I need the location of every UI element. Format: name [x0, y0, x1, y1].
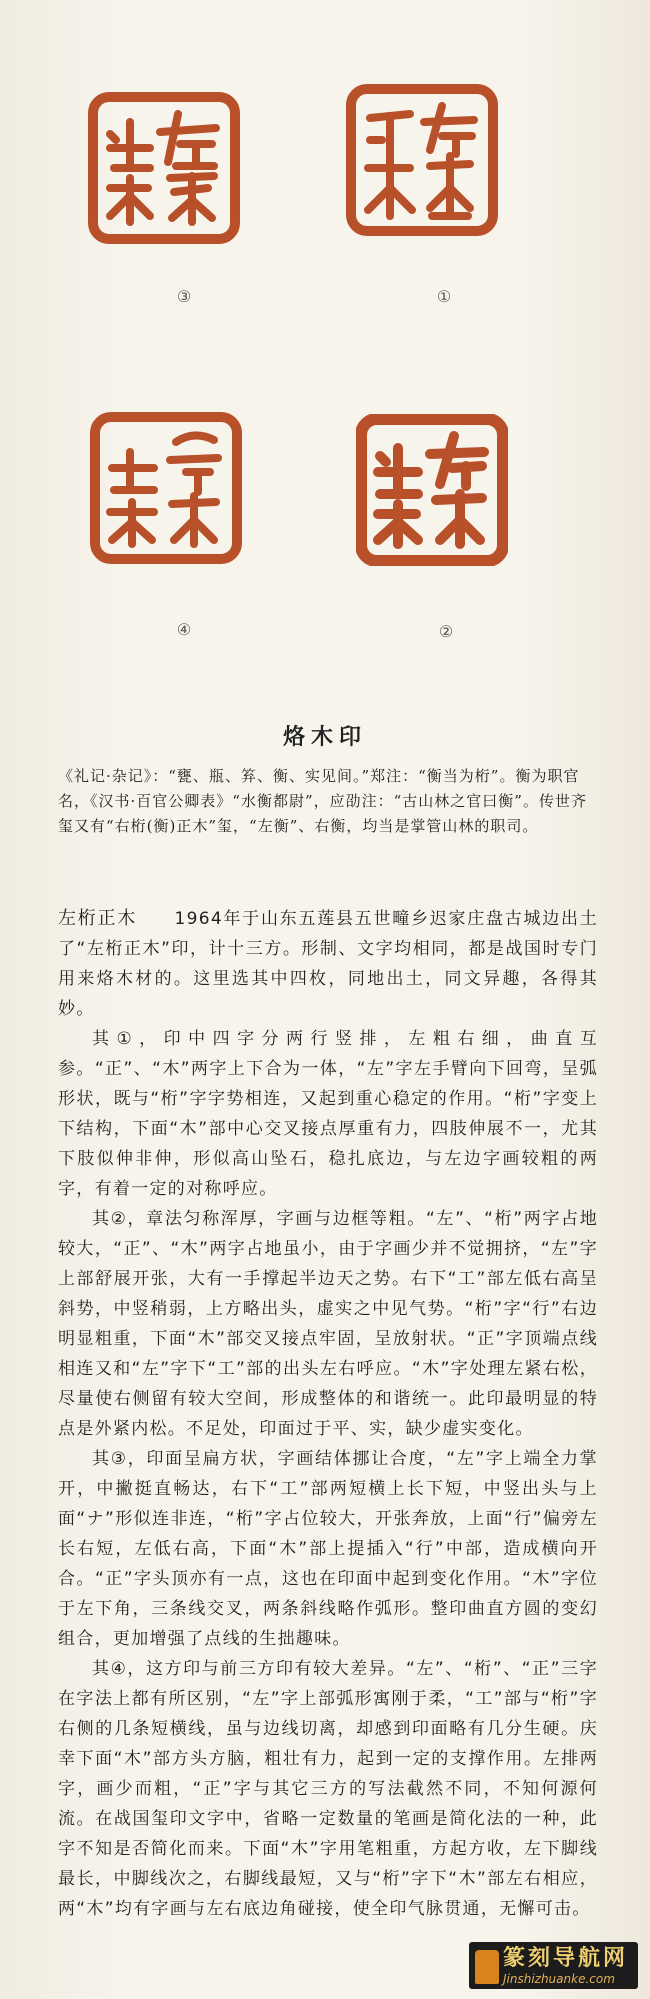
lead-text: 1964年于山东五莲县五世疃乡迟家庄盘古城边出土了“左桁正木”印，计十三方。形制、文字均相同，都是战国时专门用来烙木材的。这里选其中四枚，同地出土，同文异趣，各得其妙。 — [58, 909, 599, 1019]
paragraph-seal-4: 其④，这方印与前三方印有较大差异。“左”、“桁”、“正”三字在字法上都有所区别，“左”字上部弧形寓刚于柔，“工”部与“桁”字右侧的几条短横线，虽与边线切离，却感到印面略有几分生硬。庆幸下面“木”部方头方脑，粗壮有力，起到一定的支撑作用。左排两字，画少而粗，“正”字与其它三方的写法截然不同，不知何源何流。在战国玺印文字中，省略一定数量的笔画是简化法的一种，此字不知是否简化而来。下面“木”字用笔粗重，方起方收，左下脚线最长，中脚线次之，右脚线最短，又与“桁”字下“木”部左右相应，两“木”均有字画与左右底边角碰接，使全印气脉贯通，无懈可击。 — [58, 1659, 598, 1919]
lead-heading: 左桁正木 — [58, 908, 138, 929]
seal-image-3 — [88, 92, 240, 244]
seal-label-4: ④ — [176, 620, 192, 639]
seal-label-3: ③ — [176, 287, 192, 306]
section-title: 烙木印 — [282, 725, 367, 750]
paragraph-seal-1: 其①，印中四字分两行竖排，左粗右细，曲直互参。“正”、“木”两字上下合为一体，“左”字左手臂向下回弯，呈弧形状，既与“桁”字字势相连，又起到重心稳定的作用。“桁”字变上下结构，下面“木”部中心交叉接点厚重有力，四肢伸展不一，尤其下肢似伸非伸，形似高山坠石，稳扎底边，与左边字画较粗的两字，有着一定的对称呼应。 — [58, 1029, 598, 1199]
paragraph-seal-3: 其③，印面呈扁方状，字画结体挪让合度，“左”字上端全力掌开，中撇挺直畅达，右下“工”部两短横上长下短，中竖出头与上面“ナ”形似连非连，“桁”字占位较大，开张奔放，上面“行”偏旁左长右短，左低右高，下面“木”部上提插入“行”中部，造成横向开合。“正”字头顶亦有一点，这也在印面中起到变化作用。“木”字位于左下角，三条线交叉，两条斜线略作弧形。整印曲直方圆的变幻组合，更加增强了点线的生拙趣味。 — [58, 1449, 598, 1649]
seal-image-1 — [346, 84, 498, 236]
site-watermark — [469, 1942, 638, 1989]
seal-image-2 — [356, 414, 508, 566]
body-paragraphs — [58, 1024, 598, 1924]
seal-image-4 — [90, 412, 242, 564]
lead-paragraph — [58, 904, 598, 1024]
seal-logo-icon — [475, 1950, 499, 1984]
seal-label-2: ② — [438, 622, 454, 641]
watermark-title: 篆刻导航网 — [502, 1946, 628, 1971]
paragraph-seal-2: 其②，章法匀称浑厚，字画与边框等粗。“左”、“桁”两字占地较大，“正”、“木”两字占地虽小，由于字画少并不觉拥挤，“左”字上部舒展开张，大有一手撑起半边天之势。右下“工”部左低右高呈斜势，中竖稍弱，上方略出头，虚实之中见气势。“桁”字“行”右边明显粗重，下面“木”部交叉接点牢固，呈放射状。“正”字顶端点线相连又和“左”字下“工”部的出头左右呼应。“木”字处理左紧右松，尽量使右侧留有较大空间，形成整体的和谐统一。此印最明显的特点是外紧内松。不足处，印面过于平、实，缺少虚实变化。 — [58, 1209, 598, 1439]
seal-label-1: ① — [436, 287, 452, 306]
watermark-url: Jinshizhuanke.com — [502, 1972, 615, 1986]
intro-note: 《礼记·杂记》：“甕、瓶、笲、衡、实见间。”郑注：“衡当为桁”。衡为职官名，《汉书·百官公卿表》“水衡都尉”，应劭注：“古山林之官曰衡”。传世齐玺又有“右桁(衡)正木”玺，“左衡”、右衡，均当是掌管山林的职司。 — [58, 767, 587, 835]
